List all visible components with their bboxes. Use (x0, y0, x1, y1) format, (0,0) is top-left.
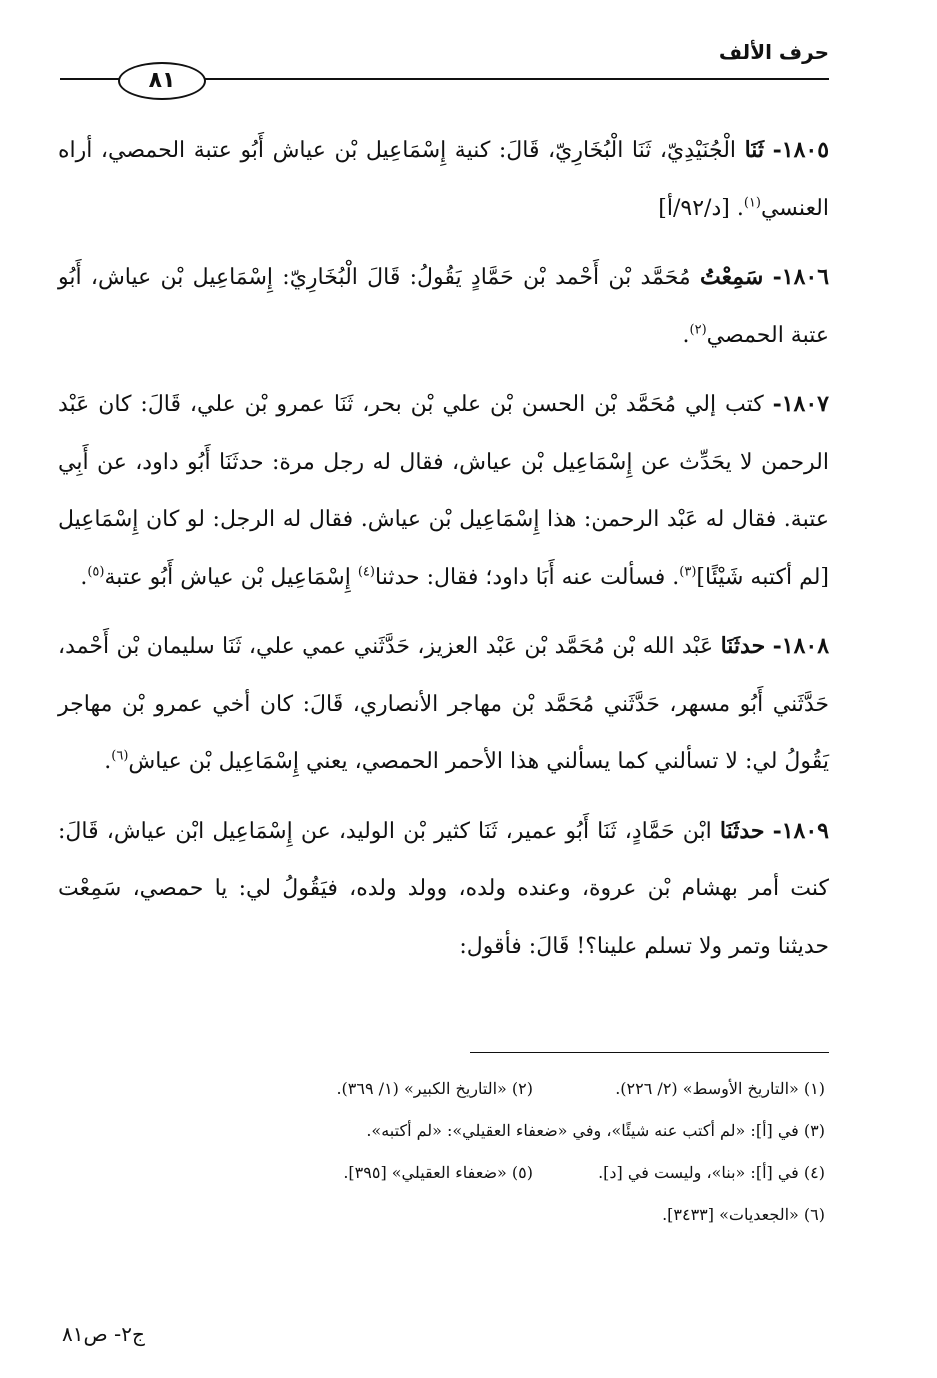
footnote-2: (٢) «التاريخ الكبير» (١/ ٣٦٩). (336, 1079, 533, 1098)
footnote-3: (٣) في [أ]: «لم أكتب عنه شيئًا»، وفي «ضعفاء العقيلي»: «لم أكتبه». (366, 1121, 825, 1140)
entry-text: عَبْد الله بْن مُحَمَّد بْن عَبْد العزيز، حَدَّثَني عمي علي، ثَنَا سليمان بْن أَحْمد، حَدَّثَني أَبُو مسهر، حَدَّثَني مُحَمَّد بْن مهاجر الأنصاري، قَالَ: كان أخي عمرو بْن مهاجر يَقُولُ لي: لا تسألني كما يسألني هذا الأحمر الحمصي، يعني إِسْمَاعِيل بْن عياش (58, 634, 829, 774)
body-text (58, 122, 829, 987)
page-number: ٨١ (118, 62, 206, 100)
entry-number: ١٨٠٦- (772, 264, 830, 290)
entry-1808 (58, 618, 829, 791)
footnote-row (150, 1110, 825, 1152)
entry-number: ١٨٠٨- (772, 633, 830, 659)
footnotes (150, 1068, 825, 1236)
footnote-row (150, 1194, 825, 1236)
entry-lead: حدثَنَا (720, 633, 766, 659)
entry-1809 (58, 803, 829, 976)
entry-number: ١٨٠٩- (772, 817, 829, 844)
footnote-ref[interactable]: (٦) (111, 748, 129, 764)
footnote-6: (٦) «الجعديات» [٣٤٣٣]. (662, 1205, 825, 1224)
entry-text: ابْن حَمَّادٍ، ثَنَا أَبُو عمير، ثَنَا كثير بْن الوليد، عن إِسْمَاعِيل ابْن عياش، قَالَ: كنت أمر بهشام بْن عروة، وعنده ولده، وولد ولده، فيَقُولُ لي: يا حمصي، سَمِعْت حديثنا وتمر ولا تسلم علينا؟! قَالَ: فأقول: (58, 818, 829, 959)
entry-lead: حدثَنَا (719, 817, 765, 844)
entry-1806 (58, 249, 829, 364)
footnote-row (150, 1068, 825, 1110)
footnote-ref[interactable]: (٤) (357, 564, 375, 580)
entry-lead: ثَنَا (744, 137, 765, 163)
chapter-title: حرف الألف (718, 40, 829, 64)
footnote-4: (٤) في [أ]: «بنا»، وليست في [د]. (598, 1163, 825, 1182)
entry-text-tail: . (682, 322, 690, 348)
footnote-row (150, 1152, 825, 1194)
footnote-1: (١) «التاريخ الأوسط» (٢/ ٢٢٦). (615, 1079, 825, 1098)
entry-text-tail: . (104, 749, 112, 774)
entry-text-tail: . [د/٩٢/أ] (658, 195, 744, 221)
volume-page-stamp: ج٢- ص٨١ (62, 1322, 145, 1346)
footnote-ref[interactable]: (٣) (679, 564, 697, 580)
footnote-ref[interactable]: (٢) (689, 322, 707, 338)
entry-lead: سَمِعْتُ (699, 264, 764, 290)
entry-1807 (58, 376, 829, 606)
entry-1805 (58, 122, 829, 237)
entry-number: ١٨٠٧- (772, 391, 829, 417)
entry-text-3: إِسْمَاعِيل بْن عياش أَبُو عتبة (104, 564, 351, 590)
entry-text: مُحَمَّد بْن أَحْمد بْن حَمَّادٍ يَقُولُ: قَالَ الْبُخَارِيّ: إِسْمَاعِيل بْن عياش، أَبُو عتبة الحمصي (58, 265, 829, 348)
entry-text: الْجُنَيْدِيّ، ثَنَا الْبُخَارِيّ، قَالَ: كنية إِسْمَاعِيل بْن عياش أَبُو عتبة الحمصي، أراه العنسي (58, 138, 829, 221)
entry-text: كتب إلي مُحَمَّد بْن الحسن بْن علي بْن بحر، ثَنَا عمرو بْن علي، قَالَ: كان عَبْد الرحمن لا يحَدِّث عن إِسْمَاعِيل بْن عياش، فقال له رجل مرة: حدثَنَا أَبُو داود، عن أَبِي عتبة. فقال له عَبْد الرحمن: هذا إِسْمَاعِيل بْن عياش. فقال له الرجل: لو كان إِسْمَاعِيل [لم أكتبه شَيْئًا] (58, 392, 829, 590)
footnote-ref[interactable]: (١) (743, 195, 761, 211)
footnote-5: (٥) «ضعفاء العقيلي» [٣٩٥]. (343, 1163, 533, 1182)
footnote-ref[interactable]: (٥) (87, 564, 105, 580)
footnote-rule (470, 1052, 829, 1053)
entry-text-2: . فسألت عنه أَبَا داود؛ فقال: حدثنا (374, 564, 680, 590)
entry-text-tail: . (80, 564, 88, 590)
entry-number: ١٨٠٥- (772, 137, 830, 163)
